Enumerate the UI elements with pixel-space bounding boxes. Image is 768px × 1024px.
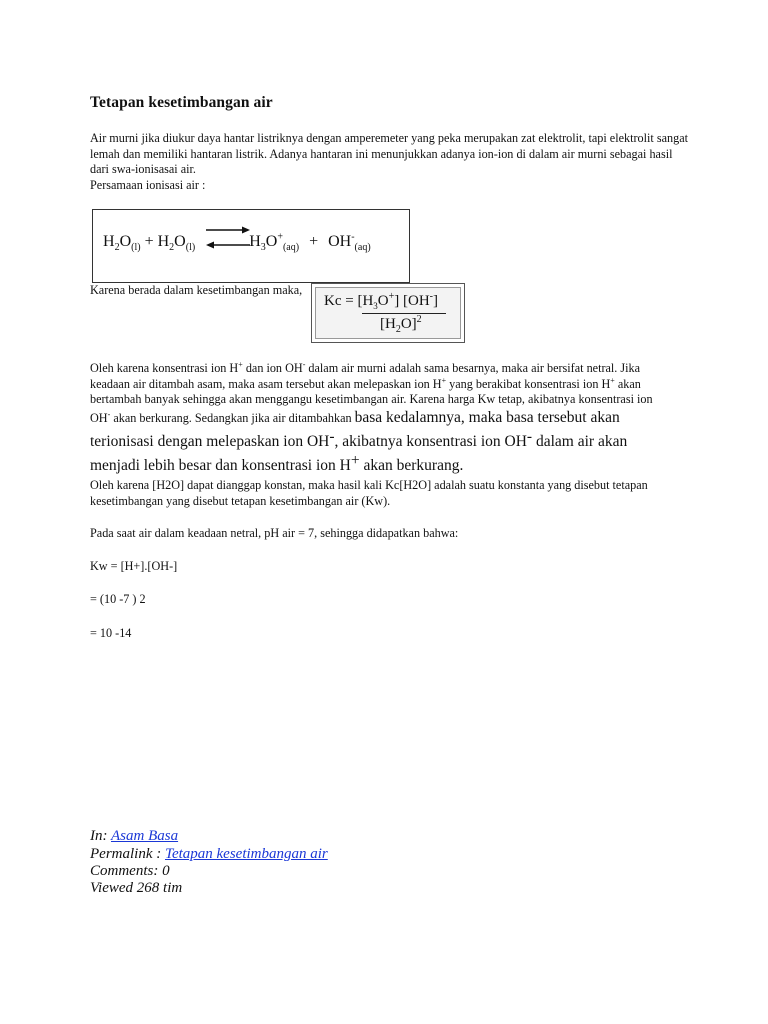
eq-state: (l) [185, 242, 196, 254]
kc-sub: 3 [373, 301, 378, 311]
eq-state: (aq) [282, 242, 300, 254]
eq-state: (l) [131, 242, 141, 254]
formula-kw: Kw = [H+].[OH-] [90, 559, 178, 573]
category-label: In: [90, 828, 111, 844]
category-line [90, 827, 178, 845]
equation-text [103, 231, 371, 254]
kc-o: O [377, 293, 389, 309]
kc-expression [311, 283, 465, 343]
permalink-line [90, 845, 328, 863]
formula-step-2: = 10 -14 [90, 626, 132, 640]
eq-charge: + [277, 231, 283, 243]
permalink-link[interactable]: Tetapan kesetimbangan air [164, 846, 328, 862]
eq-plus: + [140, 233, 158, 250]
eq-charge: - [351, 231, 355, 243]
eq-state: (aq) [354, 242, 371, 254]
eq-h: H [157, 233, 170, 250]
view-count: Viewed 268 tim [90, 880, 183, 896]
page-title: Tetapan kesetimbangan air [90, 94, 273, 111]
kc-power: 2 [416, 314, 422, 325]
kc-oh: ] [OH [394, 293, 430, 309]
kc-den-h: [H [380, 316, 396, 332]
equilibrium-text: Karena berada dalam kesetimbangan maka, [90, 283, 303, 297]
eq-o: O [119, 233, 132, 250]
ionization-equation [92, 209, 410, 283]
kc-den-o: O] [400, 316, 417, 332]
kc-bracket: ] [433, 293, 439, 309]
fraction-bar [362, 313, 446, 314]
kc-expression-frame [315, 287, 461, 339]
formula-step-1: = (10 -7 ) 2 [90, 592, 146, 606]
eq-o: O [174, 233, 186, 250]
kc-charge: + [388, 291, 395, 302]
eq-o: O [265, 233, 278, 250]
kc-charge: - [429, 291, 434, 302]
eq-sub: 2 [114, 242, 120, 254]
eq-plus: + [305, 233, 323, 250]
eq-oh: OH [328, 233, 352, 250]
intro-paragraph: Air murni jika diukur daya hantar listriknya dengan amperemeter yang peka merupakan zat elektrolit, tapi elektrolit sangat lemah dan memiliki hantaran listrik. Adanya hantaran ini menunjukkan adanya ion-ion di dalam air murni sebagai hasil dari swa-ionisasai air. [90, 131, 688, 176]
ionization-label: Persamaan ionisasi air : [90, 178, 206, 192]
eq-h: H [103, 233, 115, 250]
kc-numerator [324, 293, 438, 310]
eq-h: H [249, 233, 261, 250]
permalink-label: Permalink : [90, 846, 165, 862]
kc-sub: 2 [395, 324, 401, 335]
category-link[interactable]: Asam Basa [110, 828, 179, 844]
kw-paragraph: Oleh karena konsentrasi ion H+ dan ion OH- dalam air murni adalah sama besarnya, maka air bersifat netral. Jika keadaan air ditambah asam, maka asam tersebut akan melepaskan ion H+ yang berakibat konsentrasi ion H+ akan bertambah banyak sehingga akan menggangu kesetimbangan air. Karena harga Kw tetap, akibatnya konsentrasi ion OH- akan berkurang. Sedangkan jika air ditambahkan basa kedalamnya, maka basa tersebut akan terionisasi dengan melepaskan ion OH-, akibatnya konsentrasi ion OH- dalam air akan menjadi lebih besar dan konsentrasi ion H+ akan berkurang. [90, 359, 653, 474]
eq-sub: 2 [169, 242, 175, 254]
constant-paragraph: Oleh karena [H2O] dapat dianggap konstan, maka hasil kali Kc[H2O] adalah suatu konstanta yang disebut tetapan kesetimbangan yang disebut tetapan kesetimbangan air (Kw). [90, 478, 648, 508]
comments-count: Comments: 0 [90, 863, 170, 879]
eq-sub: 3 [260, 242, 266, 254]
neutral-paragraph: Pada saat air dalam keadaan netral, pH air = 7, sehingga didapatkan bahwa: [90, 526, 459, 540]
kc-denominator [380, 316, 422, 333]
kc-lhs: Kc = [H [324, 293, 374, 309]
